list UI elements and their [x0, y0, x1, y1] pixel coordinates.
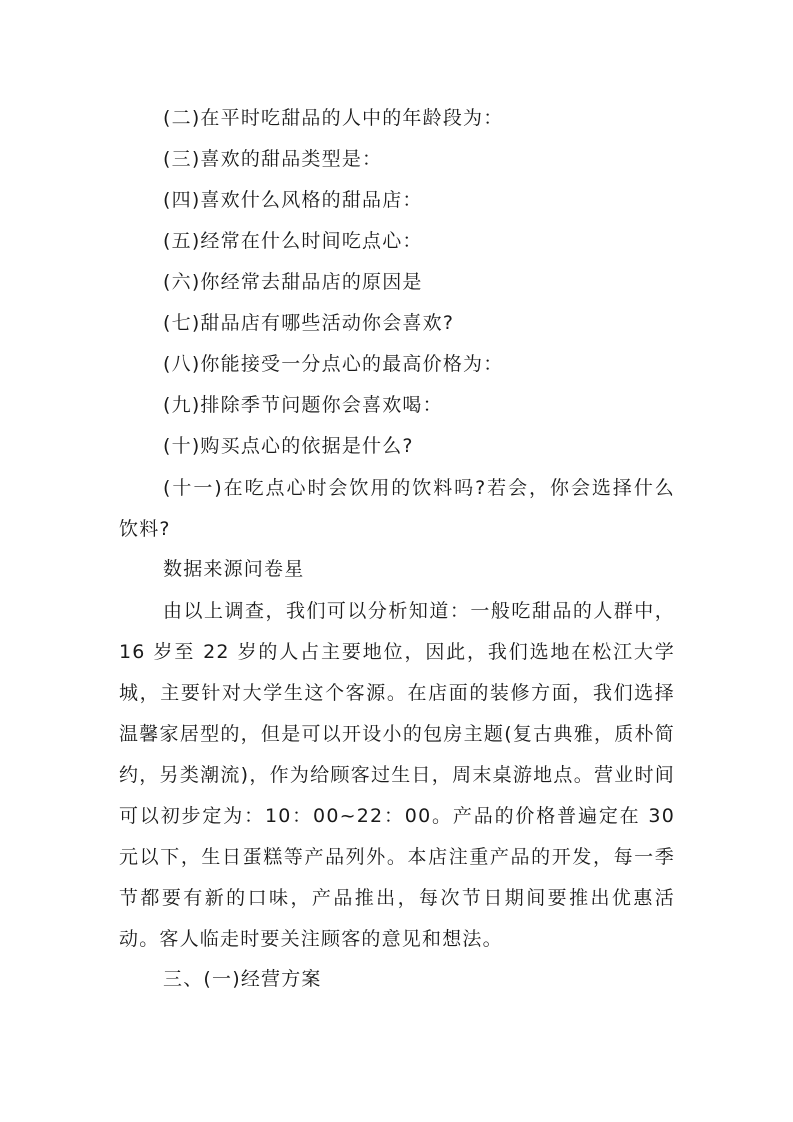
survey-item-5: (五)经常在什么时间吃点心：	[163, 230, 423, 252]
survey-item-10: (十)购买点心的依据是什么?	[163, 435, 414, 457]
analysis-paragraph: 由以上调查，我们可以分析知道：一般吃甜品的人群中，16 岁至 22 岁的人占主要地位，因此，我们选地在松江大学城，主要针对大学生这个客源。在店面的装修方面，我们选择温馨家居型的，但是可以开设小的包房主题(复古典雅，质朴简约，另类潮流)，作为给顾客过生日，周末桌游地点。营业时间可以初步定为：10：00~22：00。产品的价格普遍定在 30 元以下，生日蛋糕等产品列外。本店注重产品的开发，每一季节都要有新的口味，产品推出，每次节日期间要推出优惠活动。客人临走时要关注顾客的意见和想法。	[119, 600, 675, 950]
survey-item-9: (九)排除季节问题你会喜欢喝：	[163, 394, 443, 416]
survey-item-2: (二)在平时吃甜品的人中的年龄段为：	[163, 107, 504, 129]
survey-item-7: (七)甜品店有哪些活动你会喜欢?	[163, 312, 455, 334]
survey-item-6: (六)你经常去甜品店的原因是	[163, 271, 423, 293]
section-heading: 三、(一)经营方案	[163, 968, 322, 990]
survey-item-8: (八)你能接受一分点心的最高价格为：	[163, 353, 504, 375]
survey-item-4: (四)喜欢什么风格的甜品店：	[163, 189, 423, 211]
survey-item-11: (十一)在吃点心时会饮用的饮料吗?若会，你会选择什么饮料?	[119, 477, 675, 540]
data-source-note: 数据来源问卷星	[163, 558, 305, 580]
survey-item-3: (三)喜欢的甜品类型是：	[163, 148, 383, 170]
